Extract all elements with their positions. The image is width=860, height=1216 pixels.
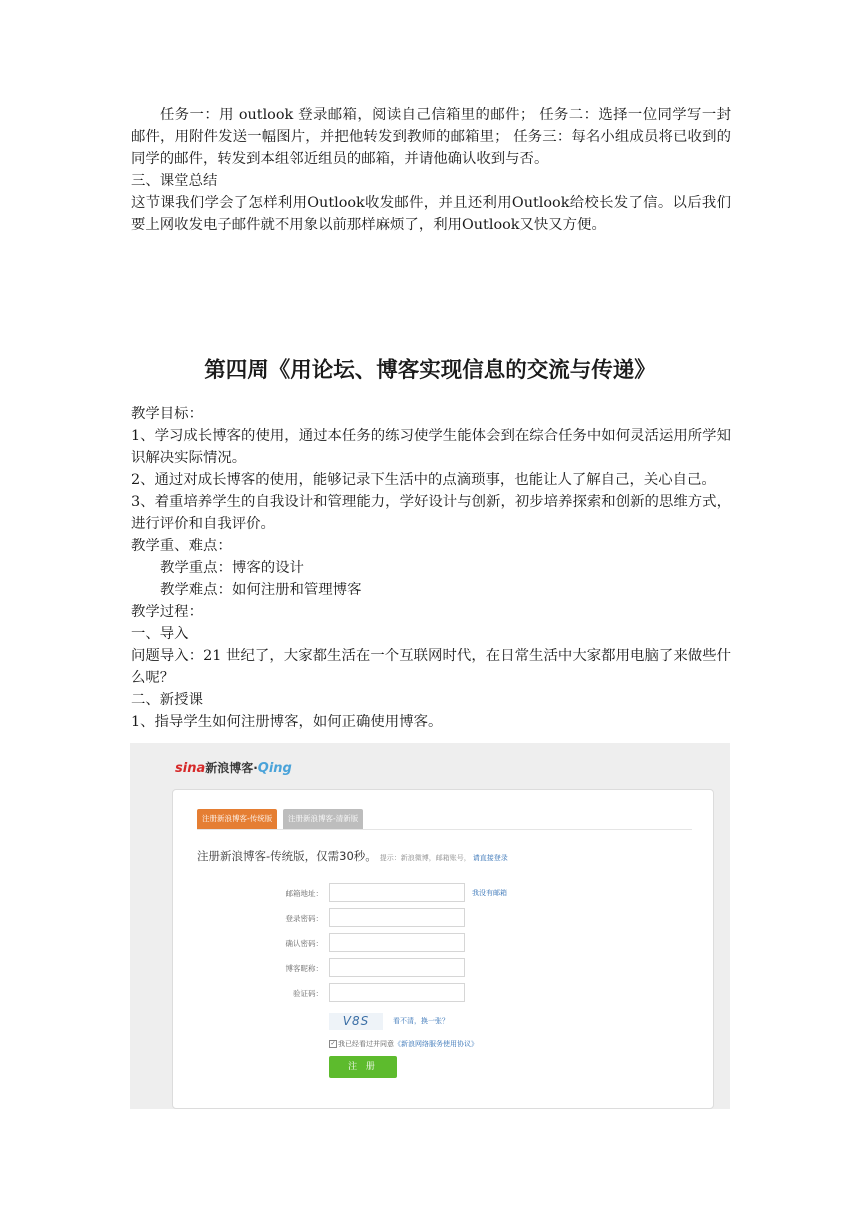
nickname-label: 博客昵称： [285, 964, 323, 973]
login-hint: 提示：新浪微博，邮箱账号， [379, 854, 471, 862]
step-1: 1、指导学生如何注册博客，如何正确使用博客。 [131, 714, 443, 730]
tab-new[interactable]: 注册新浪博客-清新版 [283, 809, 363, 829]
new-lesson-heading: 二、新授课 [131, 692, 203, 708]
form-title: 注册新浪博客-传统版，仅需30秒。 [197, 849, 377, 863]
email-label: 邮箱地址： [285, 889, 323, 898]
goal-2: 2、通过对成长博客的使用，能够记录下生活中的点滴琐事，也能让人了解自己，关心自己。 [131, 472, 716, 488]
difficult-point: 教学难点：如何注册和管理博客 [160, 582, 362, 598]
week4-title: 第四周《用论坛、博客实现信息的交流与传递》 [204, 358, 656, 383]
tasks-paragraph: 任务一：用 outlook 登录邮箱，阅读自己信箱里的邮件； 任务二：选择一位同学写一封邮件，用附件发送一幅图片，并把他转发到教师的邮箱里； 任务三：每名小组成员将已收到的同学的邮件，转发到本组邻近组员的邮箱，并请他确认收到与否。 [131, 107, 731, 167]
agreement-link[interactable]: 《新浪网络服务使用协议》 [394, 1040, 478, 1048]
lesson-summary-section [131, 104, 731, 236]
goal-1: 1、学习成长博客的使用，通过本任务的练习使学生能体会到在综合任务中如何灵活运用所学知识解决实际情况。 [131, 428, 731, 466]
sina-blog-logo [175, 759, 292, 776]
register-button[interactable]: 注 册 [329, 1056, 397, 1078]
confirm-password-field[interactable] [329, 933, 465, 952]
key-point: 教学重点：博客的设计 [160, 560, 304, 576]
tab-traditional[interactable]: 注册新浪博客-传统版 [197, 809, 277, 829]
password-label: 登录密码： [285, 914, 323, 923]
email-field[interactable] [329, 883, 465, 902]
agree-text: 我已经看过并同意 [338, 1040, 394, 1048]
blog-registration-screenshot [130, 743, 730, 1109]
captcha-field[interactable] [329, 983, 465, 1002]
captcha-image: V8S [329, 1013, 383, 1030]
logo-qing: Qing [257, 761, 292, 776]
intro-text: 问题导入：21 世纪了，大家都生活在一个互联网时代，在日常生活中大家都用电脑了来做些什么呢？ [131, 648, 731, 686]
login-link[interactable]: 请直接登录 [472, 854, 508, 862]
summary-heading: 三、课堂总结 [131, 173, 218, 189]
registration-card [172, 789, 714, 1109]
intro-heading: 一、导入 [131, 626, 189, 642]
summary-paragraph: 这节课我们学会了怎样利用Outlook收发邮件，并且还利用Outlook给校长发了信。以后我们要上网收发电子邮件就不用象以前那样麻烦了，利用Outlook又快又方便。 [131, 195, 731, 233]
agreement-row [329, 1039, 478, 1049]
logo-sina: sina [175, 761, 206, 776]
nickname-field[interactable] [329, 958, 465, 977]
logo-name: 新浪博客· [205, 761, 258, 775]
agree-checkbox[interactable]: ✓ [330, 1040, 336, 1047]
confirm-password-label: 确认密码： [285, 939, 323, 948]
tab-divider [197, 829, 692, 830]
goal-3: 3、着重培养学生的自我设计和管理能力，学好设计与创新，初步培养探索和创新的思维方式，进行评价和自我评价。 [131, 494, 731, 532]
password-field[interactable] [329, 908, 465, 927]
week4-body [131, 403, 731, 733]
form-title-row [197, 848, 508, 864]
no-email-link[interactable]: 我没有邮箱 [472, 889, 507, 897]
process-heading: 教学过程： [131, 604, 203, 620]
captcha-refresh-link[interactable]: 看不清，换一张？ [393, 1017, 449, 1025]
key-heading: 教学重、难点： [131, 538, 232, 554]
captcha-label: 验证码： [293, 989, 323, 998]
goals-heading: 教学目标： [131, 406, 203, 422]
